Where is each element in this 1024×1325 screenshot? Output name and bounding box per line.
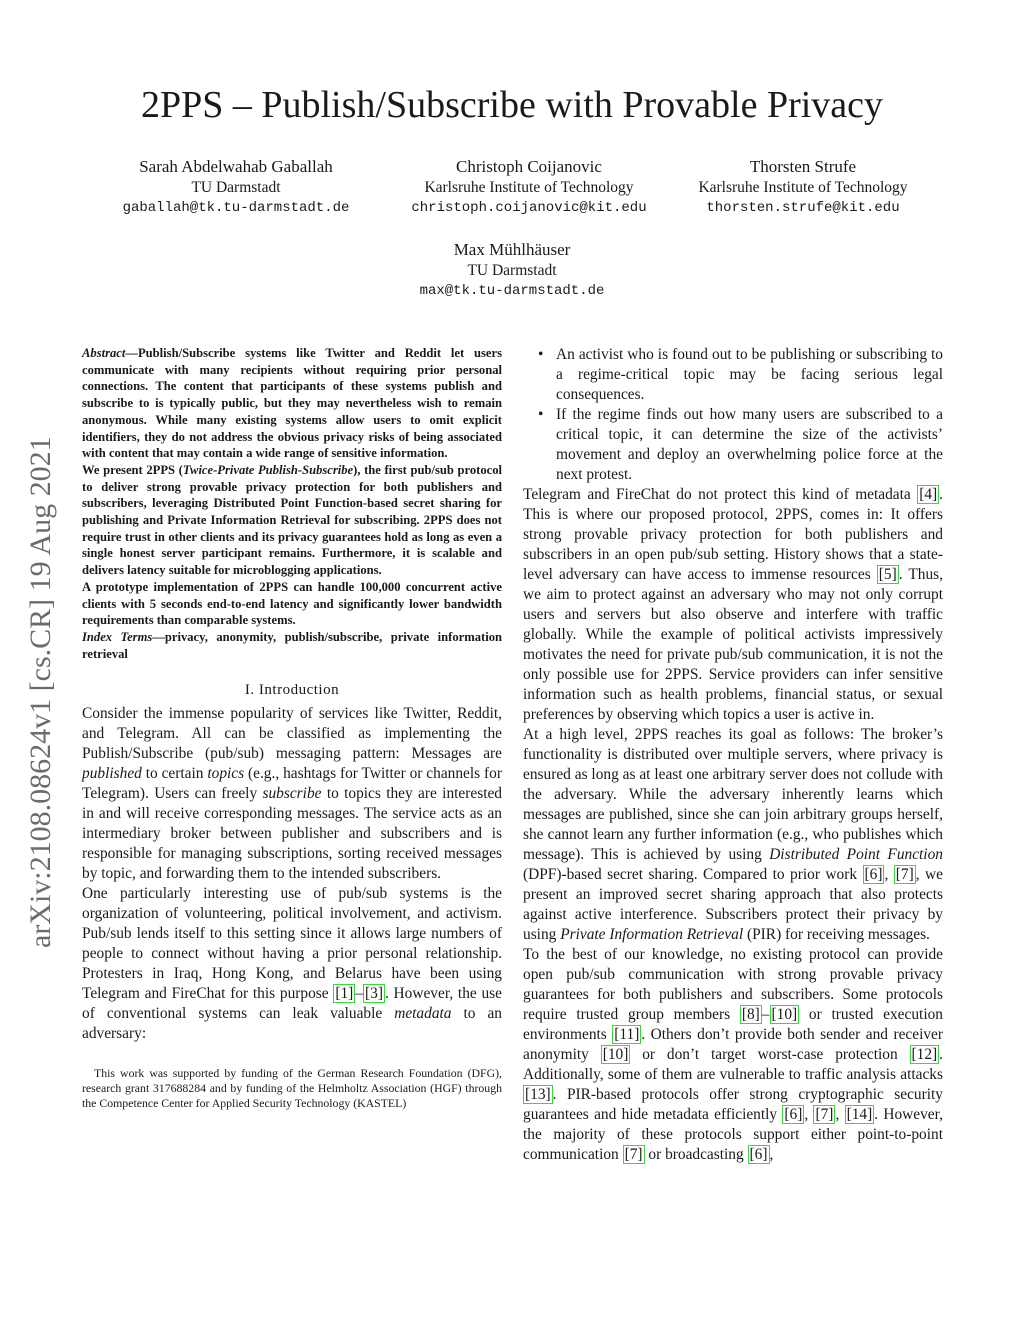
author-affiliation: Karlsruhe Institute of Technology xyxy=(698,179,908,196)
author-2 xyxy=(379,156,679,219)
author-affiliation: Karlsruhe Institute of Technology xyxy=(424,179,634,196)
index-terms-text: —privacy, anonymity, publish/subscribe, private information retrieval xyxy=(82,629,502,661)
list-item: • If the regime finds out how many users are subscribed to a critical topic, it can determine the size of the activists’ movement and deploy an overwhelming police force at the next protest. xyxy=(538,406,943,483)
citation-link[interactable]: [7] xyxy=(815,1106,834,1123)
abstract-paragraph xyxy=(82,462,502,579)
footnote-text: This work was supported by funding of the German Research Foundation (DFG), research grant 317688284 and by funding of the Helmholtz Association (HGF) through the Competence Center for Applied Security Technology (KASTEL) xyxy=(82,1066,502,1111)
body-paragraph: One particularly interesting use of pub/sub systems is the organization of volunteering, political involvement, and activism. Pub/sub lends itself to this setting since it allows large numbers of people to connect without having a prior personal relationship. Protesters in Iraq, Hong Kong, and Belarus have been using Telegram and FireChat for this purpose [1] – [3] . However, the use of conventional systems can leak valuable metadata to an adversary: xyxy=(82,885,502,1043)
citation-link[interactable]: [4] xyxy=(919,486,938,503)
citation-link[interactable]: [11] xyxy=(614,1026,640,1043)
author-email: max@tk.tu-darmstadt.de xyxy=(419,283,605,299)
author-email: christoph.coijanovic@kit.edu xyxy=(411,200,647,216)
section-heading: I. Introduction xyxy=(244,682,340,699)
citation-link[interactable]: [8] xyxy=(741,1006,760,1023)
citation-link[interactable]: [7] xyxy=(895,866,914,883)
bullet-list xyxy=(523,345,943,485)
citation-link[interactable]: [7] xyxy=(624,1146,643,1163)
citation-link[interactable]: [10] xyxy=(771,1006,798,1023)
abstract-text: ), the first pub/sub protocol to deliver strong provable privacy protection for both publishers and subscribers, leveraging Distributed Point Function-based secret sharing for publishing and Private Information Retrieval for subscribing. 2PPS does not require trust in other clients and its privacy guarantees hold as long as even a single honest server participant remains. Furthermore, it is scalable and delivers latency suitable for microblogging applications. xyxy=(82,462,503,578)
author-4 xyxy=(362,239,662,302)
abstract-label: Abstract xyxy=(82,346,126,360)
citation-link[interactable]: [3] xyxy=(365,985,383,1003)
author-1 xyxy=(96,156,376,219)
author-name: Thorsten Strufe xyxy=(749,157,857,176)
body-paragraph: Consider the immense popularity of services like Twitter, Reddit, and Telegram. All can be classified as implementing the Publish/Subscribe (pub/sub) messaging pattern: Messages are published to certain topics (e.g., hashtags for Twitter or channels for Telegram). Users can freely subscribe to topics they are interested in and will receive corresponding messages. The service acts as an intermediary broker between publisher and subscribers and is responsible for managing subscriptions, sorting received messages by topic, and forwarding them to the intended subscribers. xyxy=(82,705,502,883)
footnote xyxy=(82,1066,502,1111)
citation-link[interactable]: [1] xyxy=(335,985,354,1003)
abstract-text: —Publish/Subscribe systems like Twitter and Reddit let users communicate with many recipients without requiring prior personal connections. The content that participants of these systems publish and subscribe to is typically public, but they may nevertheless wish to remain anonymous. While many existing systems allow users to omit explicit identifiers, they do not address the obvious privacy risks of being associated with content that may contain a wide range of sensitive information. xyxy=(82,346,502,461)
author-affiliation: TU Darmstadt xyxy=(191,179,281,196)
author-name: Sarah Abdelwahab Gaballah xyxy=(139,157,333,176)
index-terms xyxy=(82,629,502,662)
abstract-paragraph xyxy=(82,345,502,462)
author-email: thorsten.strufe@kit.edu xyxy=(706,200,900,216)
right-body xyxy=(523,485,943,1165)
citation-link[interactable]: [10] xyxy=(602,1046,629,1063)
author-email: gaballah@tk.tu-darmstadt.de xyxy=(122,200,350,216)
abstract xyxy=(82,345,502,662)
citation-link[interactable]: [6] xyxy=(749,1146,768,1163)
bullet-icon: • xyxy=(538,406,544,423)
abstract-paragraph: A prototype implementation of 2PPS can handle 100,000 concurrent active clients with 5 seconds end-to-end latency and significantly lower bandwidth requirements than comparable systems. xyxy=(82,579,502,628)
abstract-emphasis: Twice-Private Publish-Subscribe xyxy=(182,462,354,477)
index-terms-label: Index Terms xyxy=(82,629,153,644)
body-paragraph: Telegram and FireChat do not protect this kind of metadata [4] . This is where our proposed protocol, 2PPS, comes in: It offers strong provable privacy protection for both publishers and subscribers in an open pub/sub setting. History shows that a state-level adversary can have access to immense resources [5] . Thus, we aim to protect against an adversary who may not only corrupt users and servers but also observe and interfere with traffic globally. While the example of political activists impressively motivates the need for private pub/sub communication, it is not the only possible use for 2PPS. Service providers can infer sensitive information such as health problems, financial status, or sexual preferences by observing which topics a user is active in. xyxy=(523,486,944,723)
author-name: Christoph Coijanovic xyxy=(456,157,602,176)
arxiv-identifier: arXiv:2108.08624v1 [cs.CR] 19 Aug 2021 xyxy=(24,436,57,948)
citation-link[interactable]: [6] xyxy=(864,866,883,883)
body-paragraph: To the best of our knowledge, no existing protocol can provide open pub/sub communication with strong provable privacy guarantees for both publishers and subscribers. Some protocols require trusted group members [8] – [10] or trusted execution environments [11] . Others don’t provide both sender and receiver anonymity [10] or don’t target worst-case protection [12] . Additionally, some of them are vulnerable to traffic analysis attacks [13] . PIR-based protocols offer strong cryptographic security guarantees and hide metadata efficiently [6] , [7] , [14] . However, the majority of these protocols support either point-to-point communication [7] or broadcasting [6] , xyxy=(523,946,944,1163)
introduction-body xyxy=(82,704,502,1044)
citation-link[interactable]: [5] xyxy=(878,566,897,583)
bullet-icon: • xyxy=(538,346,544,363)
citation-link[interactable]: [12] xyxy=(911,1046,938,1063)
citation-link[interactable]: [6] xyxy=(784,1106,803,1123)
author-name: Max Mühlhäuser xyxy=(453,240,571,259)
citation-link[interactable]: [13] xyxy=(525,1086,551,1103)
author-affiliation: TU Darmstadt xyxy=(467,262,557,279)
author-3 xyxy=(678,156,928,219)
list-item: • An activist who is found out to be publishing or subscribing to a regime-critical topic may be facing serious legal consequences. xyxy=(538,346,943,403)
paper-title: 2PPS – Publish/Subscribe with Provable Privacy xyxy=(140,84,884,126)
abstract-text: We present 2PPS ( xyxy=(82,462,183,477)
left-column xyxy=(82,345,502,1111)
citation-link[interactable]: [14] xyxy=(846,1106,873,1123)
body-paragraph: At a high level, 2PPS reaches its goal as follows: The broker’s functionality is distributed over multiple servers, where privacy is ensured as long as at least one arbitrary server does not collude with the adversary. While the adversary inherently learns which messages are published, since she can join arbitrary groups herself, she cannot learn any further information (e.g., who publishes which message). This is achieved by using Distributed Point Function (DPF)-based secret sharing. Compared to prior work [6] , [7] , we present an improved secret sharing approach that also protects against active interference. Subscribers protect their privacy by using Private Information Retrieval (PIR) for receiving messages. xyxy=(523,726,943,943)
right-column xyxy=(523,345,943,1165)
